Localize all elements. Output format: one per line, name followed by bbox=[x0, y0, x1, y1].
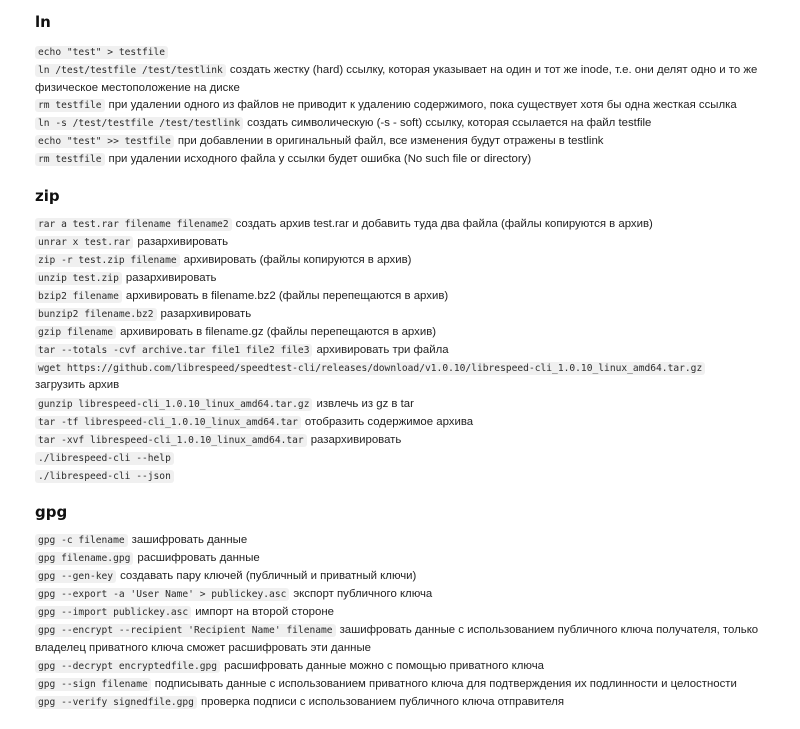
command-description: зашифровать данные с использованием публичного ключа получателя, только владелец приватного ключа сможет расшифровать эти данные bbox=[35, 624, 759, 654]
command-line bbox=[35, 586, 782, 604]
command-description: проверка подписи с использованием публичного ключа отправителя bbox=[200, 696, 565, 708]
command-description: при добавлении в оригинальный файл, все изменения будут отражены в testlink bbox=[177, 135, 604, 147]
command-code: gpg --gen-key bbox=[35, 570, 116, 583]
command-code: gpg filename.gpg bbox=[35, 552, 133, 565]
command-line bbox=[35, 270, 782, 288]
command-description: отобразить содержимое архива bbox=[304, 416, 474, 428]
command-description: создать архив test.rar и добавить туда два файла (файлы копируются в архив) bbox=[235, 218, 653, 230]
command-code: ./librespeed-cli --json bbox=[35, 470, 174, 483]
command-description: архивировать (файлы копируются в архив) bbox=[183, 254, 412, 266]
command-line bbox=[35, 450, 782, 468]
command-code: ./librespeed-cli --help bbox=[35, 452, 174, 465]
section-zip bbox=[35, 186, 782, 486]
command-code: gpg --sign filename bbox=[35, 678, 151, 691]
command-line bbox=[35, 550, 782, 568]
command-description: разархивировать bbox=[310, 434, 402, 446]
command-code: rm testfile bbox=[35, 153, 105, 166]
command-description: загрузить архив bbox=[35, 379, 120, 391]
command-description: экспорт публичного ключа bbox=[293, 588, 433, 600]
command-description: импорт на второй стороне bbox=[195, 606, 334, 618]
command-line bbox=[35, 396, 782, 414]
command-code: ln -s /test/testfile /test/testlink bbox=[35, 117, 243, 130]
command-description: разархивировать bbox=[160, 308, 252, 320]
command-line bbox=[35, 97, 782, 115]
section-title: ln bbox=[35, 13, 51, 31]
command-code: unzip test.zip bbox=[35, 272, 122, 285]
command-description: создавать пару ключей (публичный и приватный ключи) bbox=[120, 570, 417, 582]
command-line bbox=[35, 324, 782, 342]
command-description: архивировать в filename.bz2 (файлы перепещаются в архив) bbox=[125, 290, 449, 302]
command-code: bzip2 filename bbox=[35, 290, 122, 303]
command-description: извлечь из gz в tar bbox=[316, 398, 414, 410]
command-code: gpg -c filename bbox=[35, 534, 128, 547]
command-description: архивировать три файла bbox=[316, 344, 449, 356]
command-code: ln /test/testfile /test/testlink bbox=[35, 64, 226, 77]
command-description: подписывать данные с использованием приватного ключа для подтверждения их подлинности и целостности bbox=[154, 678, 737, 690]
command-description: расшифровать данные bbox=[137, 552, 260, 564]
command-code: bunzip2 filename.bz2 bbox=[35, 308, 157, 321]
command-line bbox=[35, 252, 782, 270]
command-code: tar -xvf librespeed-cli_1.0.10_linux_amd64.tar bbox=[35, 434, 307, 447]
command-line bbox=[35, 234, 782, 252]
command-code: rar a test.rar filename filename2 bbox=[35, 218, 232, 231]
command-code: gunzip librespeed-cli_1.0.10_linux_amd64.tar.gz bbox=[35, 398, 312, 411]
command-line bbox=[35, 216, 782, 234]
command-line bbox=[35, 568, 782, 586]
command-line bbox=[35, 658, 782, 676]
command-line bbox=[35, 44, 782, 62]
command-code: gpg --import publickey.asc bbox=[35, 606, 191, 619]
command-description: создать символическую (-s - soft) ссылку, которая ссылается на файл testfile bbox=[247, 117, 652, 129]
command-line bbox=[35, 676, 782, 694]
command-description: архивировать в filename.gz (файлы перепещаются в архив) bbox=[120, 326, 437, 338]
command-code: gpg --verify signedfile.gpg bbox=[35, 696, 197, 709]
command-line bbox=[35, 468, 782, 486]
command-description: создать жестку (hard) ссылку, которая указывает на один и тот же inode, т.е. они делят одно и то же физическое местоположение на диске bbox=[35, 64, 758, 94]
command-line bbox=[35, 414, 782, 432]
command-description: расшифровать данные можно с помощью приватного ключа bbox=[224, 660, 544, 672]
command-line bbox=[35, 342, 782, 360]
section-title: gpg bbox=[35, 503, 68, 521]
command-code: gzip filename bbox=[35, 326, 116, 339]
command-code: unrar x test.rar bbox=[35, 236, 133, 249]
command-code: echo "test" >> testfile bbox=[35, 135, 174, 148]
command-code: zip -r test.zip filename bbox=[35, 254, 180, 267]
command-line bbox=[35, 115, 782, 133]
command-description: при удалении исходного файла у ссылки будет ошибка (No such file or directory) bbox=[108, 153, 532, 165]
command-line bbox=[35, 288, 782, 306]
command-line bbox=[35, 604, 782, 622]
command-line bbox=[35, 532, 782, 550]
command-line bbox=[35, 133, 782, 151]
command-description: при удалении одного из файлов не приводит к удалению содержимого, пока существует хотя бы одна жесткая ссылка bbox=[108, 99, 737, 111]
command-code: wget https://github.com/librespeed/speedtest-cli/releases/download/v1.0.10/librespeed-cli_1.0.10_linux_amd64.tar.gz bbox=[35, 362, 705, 375]
command-line bbox=[35, 306, 782, 324]
command-code: rm testfile bbox=[35, 99, 105, 112]
command-code: gpg --export -a 'User Name' > publickey.asc bbox=[35, 588, 289, 601]
command-code: tar -tf librespeed-cli_1.0.10_linux_amd64.tar bbox=[35, 416, 301, 429]
section-gpg bbox=[35, 502, 782, 722]
command-line bbox=[35, 622, 782, 658]
command-line bbox=[35, 360, 782, 378]
command-code: gpg --encrypt --recipient 'Recipient Name' filename bbox=[35, 624, 336, 637]
command-description: разархивировать bbox=[125, 272, 217, 284]
command-description: разархивировать bbox=[137, 236, 229, 248]
command-code: gpg --decrypt encryptedfile.gpg bbox=[35, 660, 220, 673]
command-line bbox=[35, 694, 782, 712]
command-line bbox=[35, 151, 782, 169]
command-code: tar --totals -cvf archive.tar file1 file2 file3 bbox=[35, 344, 312, 357]
section-title: zip bbox=[35, 187, 60, 205]
command-line bbox=[35, 377, 782, 395]
command-code: echo "test" > testfile bbox=[35, 46, 168, 59]
command-line bbox=[35, 432, 782, 450]
command-line bbox=[35, 62, 782, 98]
section-ln bbox=[35, 12, 782, 172]
command-description: зашифровать данные bbox=[131, 534, 248, 546]
